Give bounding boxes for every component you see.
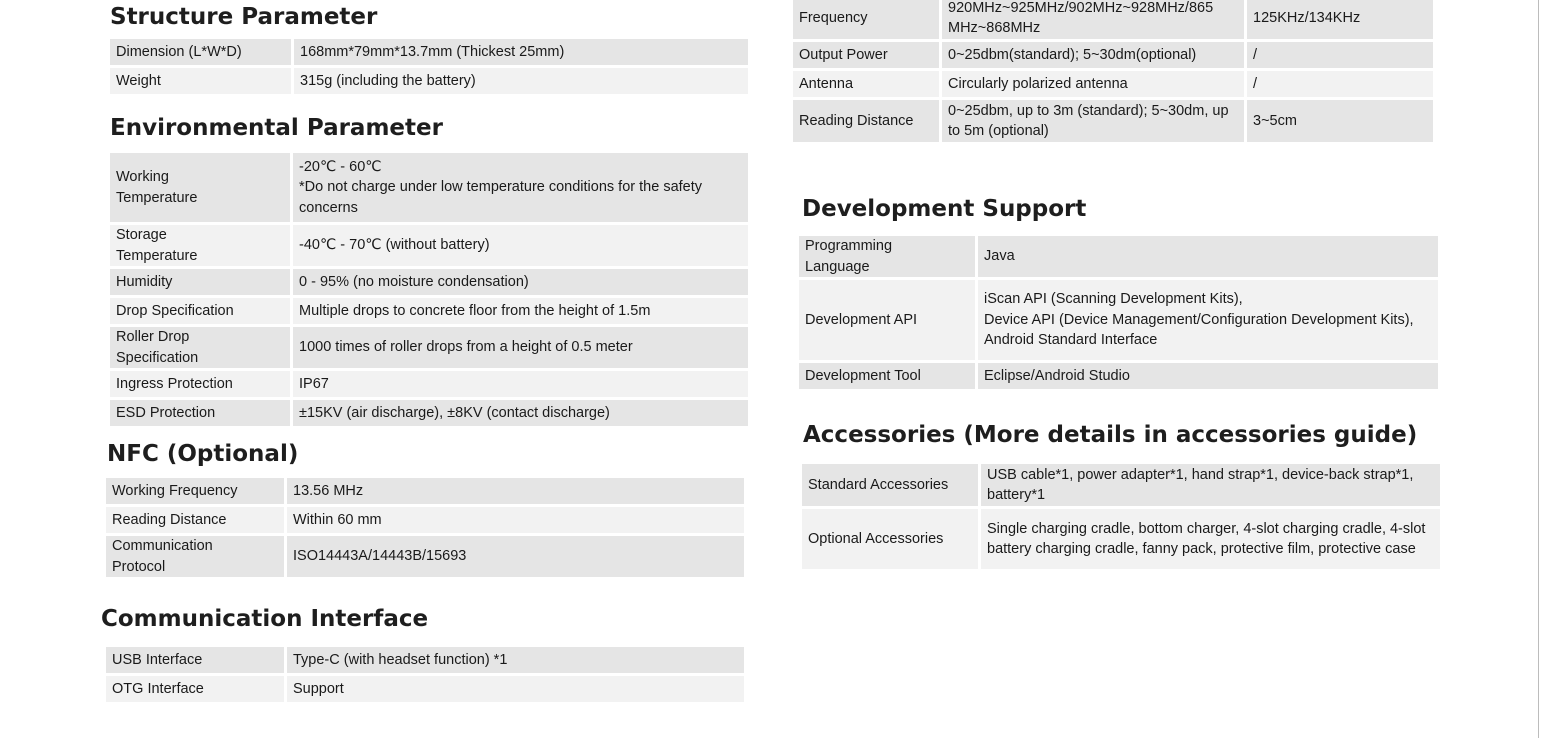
- row-label: Standard Accessories: [802, 464, 978, 506]
- structure-table: [110, 36, 748, 97]
- row-label: OTG Interface: [106, 676, 284, 702]
- table-row: [106, 647, 744, 673]
- row-value: 13.56 MHz: [284, 478, 744, 504]
- row-value-lf: /: [1244, 71, 1433, 97]
- row-label: Drop Specification: [110, 298, 290, 324]
- table-row: [799, 363, 1438, 389]
- row-value: Single charging cradle, bottom charger, 4-slot charging cradle, 4-slot battery charging cradle, fanny pack, protective film, protective case: [978, 509, 1440, 569]
- row-value-lf: 125KHz/134KHz: [1244, 0, 1433, 39]
- environmental-heading: Environmental Parameter: [110, 115, 443, 141]
- page-edge-divider: [1538, 0, 1539, 738]
- row-label: Reading Distance: [793, 100, 939, 142]
- table-row: [106, 536, 744, 577]
- row-value: Support: [284, 676, 744, 702]
- row-value: 0~25dbm(standard); 5~30dm(optional): [939, 42, 1244, 68]
- communication-table: [106, 644, 744, 705]
- table-row: [110, 153, 748, 222]
- table-row: [110, 68, 748, 94]
- table-row: [110, 225, 748, 266]
- row-label: Working Temperature: [110, 153, 290, 222]
- row-label: Optional Accessories: [802, 509, 978, 569]
- row-value: Java: [975, 236, 1438, 277]
- row-label: Reading Distance: [106, 507, 284, 533]
- table-row: [793, 71, 1433, 97]
- nfc-heading: NFC (Optional): [107, 441, 299, 467]
- development-table: [799, 233, 1438, 392]
- table-row: [110, 400, 748, 426]
- table-row: [110, 269, 748, 295]
- row-value: ISO14443A/14443B/15693: [284, 536, 744, 577]
- table-row: [110, 327, 748, 368]
- row-value: Within 60 mm: [284, 507, 744, 533]
- row-value: Multiple drops to concrete floor from the height of 1.5m: [290, 298, 748, 324]
- row-value: 1000 times of roller drops from a height of 0.5 meter: [290, 327, 748, 368]
- row-value-lf: 3~5cm: [1244, 100, 1433, 142]
- row-value: -20℃ - 60℃ *Do not charge under low temperature conditions for the safety concerns: [290, 153, 748, 222]
- row-label: Roller Drop Specification: [110, 327, 290, 368]
- row-value: 315g (including the battery): [291, 68, 748, 94]
- table-row: [793, 100, 1433, 142]
- row-value: iScan API (Scanning Development Kits), Device API (Device Management/Configuration Development Kits), Android Standard Interface: [975, 280, 1438, 360]
- table-row: [799, 280, 1438, 360]
- table-row: [799, 236, 1438, 277]
- row-label: Humidity: [110, 269, 290, 295]
- row-value: ±15KV (air discharge), ±8KV (contact discharge): [290, 400, 748, 426]
- row-label: Storage Temperature: [110, 225, 290, 266]
- row-label: Frequency: [793, 0, 939, 39]
- table-row: [110, 39, 748, 65]
- row-value: 0~25dbm, up to 3m (standard); 5~30dm, up to 5m (optional): [939, 100, 1244, 142]
- nfc-table: [106, 475, 744, 580]
- row-label: Antenna: [793, 71, 939, 97]
- table-row: [793, 0, 1433, 39]
- table-row: [106, 676, 744, 702]
- row-label: Development API: [799, 280, 975, 360]
- development-heading: Development Support: [802, 196, 1087, 222]
- accessories-heading: Accessories (More details in accessories guide): [803, 422, 1418, 448]
- row-value: Eclipse/Android Studio: [975, 363, 1438, 389]
- table-row: [110, 298, 748, 324]
- row-label: Communication Protocol: [106, 536, 284, 577]
- rfid-table: [793, 0, 1433, 145]
- row-label: Working Frequency: [106, 478, 284, 504]
- row-label: Dimension (L*W*D): [110, 39, 291, 65]
- row-label: Output Power: [793, 42, 939, 68]
- table-row: [802, 509, 1440, 569]
- row-label: Weight: [110, 68, 291, 94]
- table-row: [802, 464, 1440, 506]
- row-value: -40℃ - 70℃ (without battery): [290, 225, 748, 266]
- communication-heading: Communication Interface: [101, 606, 429, 632]
- row-label: USB Interface: [106, 647, 284, 673]
- row-value: 168mm*79mm*13.7mm (Thickest 25mm): [291, 39, 748, 65]
- row-label: ESD Protection: [110, 400, 290, 426]
- table-row: [106, 507, 744, 533]
- row-label: Development Tool: [799, 363, 975, 389]
- row-value: Circularly polarized antenna: [939, 71, 1244, 97]
- row-value: 0 - 95% (no moisture condensation): [290, 269, 748, 295]
- table-row: [793, 42, 1433, 68]
- row-value: IP67: [290, 371, 748, 397]
- row-value: 920MHz~925MHz/902MHz~928MHz/865 MHz~868MHz: [939, 0, 1244, 39]
- structure-heading: Structure Parameter: [110, 4, 378, 30]
- row-value: USB cable*1, power adapter*1, hand strap*1, device-back strap*1, battery*1: [978, 464, 1440, 506]
- table-row: [106, 478, 744, 504]
- row-value: Type-C (with headset function) *1: [284, 647, 744, 673]
- row-label: Programming Language: [799, 236, 975, 277]
- row-value-lf: /: [1244, 42, 1433, 68]
- table-row: [110, 371, 748, 397]
- environmental-table: [110, 150, 748, 429]
- accessories-table: [802, 461, 1440, 572]
- row-label: Ingress Protection: [110, 371, 290, 397]
